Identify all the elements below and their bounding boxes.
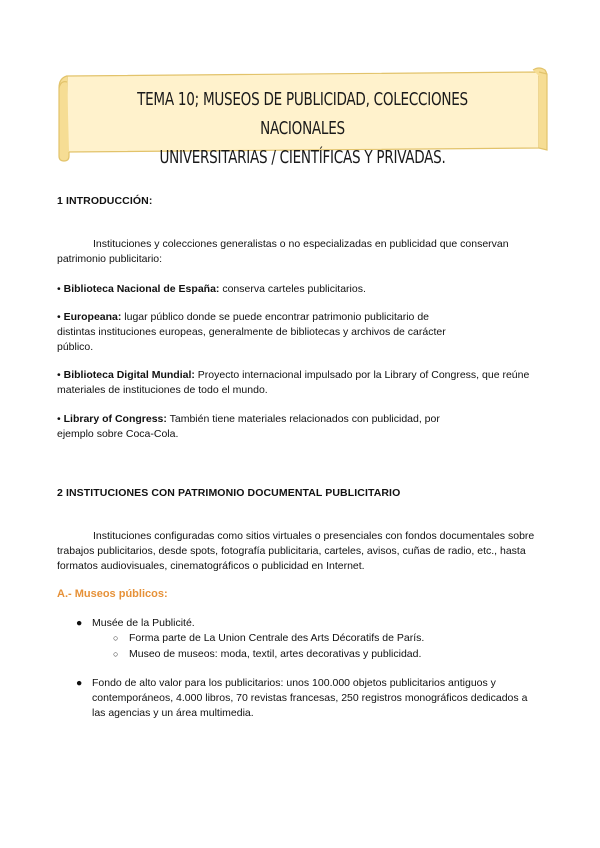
title-banner — [55, 66, 550, 168]
section-heading-instituciones: 2 INSTITUCIONES CON PATRIMONIO DOCUMENTAL PUBLICITARIO — [57, 487, 401, 499]
bullet-icon: • — [57, 413, 61, 425]
page-title: TEMA 10; MUSEOS DE PUBLICIDAD, COLECCIONES NACIONALES UNIVERSITARIAS / CIENTÍFICAS Y PRIVADAS. — [137, 90, 468, 168]
intro-paragraph: Instituciones y colecciones generalistas o no especializadas en publicidad que conservan patrimonio publicitario: — [57, 238, 509, 265]
bullet-icon: ● — [76, 677, 83, 689]
item-label: Biblioteca Nacional de España: — [63, 283, 220, 295]
sub-item-text: Museo de museos: moda, textil, artes decorativas y publicidad. — [129, 648, 422, 660]
list-item — [57, 310, 467, 355]
bullet-icon: • — [57, 369, 61, 381]
item-text: También tiene materiales relacionados con publicidad, por ejemplo sobre Coca-Cola. — [57, 413, 440, 440]
sub-item-text: Forma parte de La Union Centrale des Arts Décoratifs de París. — [129, 632, 425, 644]
circle-bullet-icon: ○ — [113, 649, 119, 659]
intro-paragraph: Instituciones configuradas como sitios virtuales o presenciales con fondos documentales sobre trabajos publicitarios, desde spots, fotografía publicitaria, carteles, avisos, cuñas de radio, etc., hasta formatos audiovisuales, cinematográficos o publicidad en Internet. — [57, 530, 535, 572]
item-label: Europeana: — [63, 311, 122, 323]
bullet-icon: ● — [76, 617, 83, 629]
list-item — [76, 616, 536, 631]
section-heading-introduccion: 1 INTRODUCCIÓN: — [57, 195, 153, 207]
list-item — [76, 676, 536, 721]
fondo-text: Fondo de alto valor para los publicitarios: unos 100.000 objetos publicitarios antiguos y contemporáneos, 4.000 libros, 70 revistas francesas, 250 registros monográficos dedicados a las agencias y un área multimedia. — [92, 677, 528, 719]
item-text: Proyecto internacional impulsado por la Library of Congress, que reúne materiales de instituciones de todo el mundo. — [57, 369, 530, 396]
item-label: Biblioteca Digital Mundial: — [63, 369, 195, 381]
museum-name: Musée de la Publicité. — [92, 617, 195, 629]
circle-bullet-icon: ○ — [113, 633, 119, 643]
list-item — [113, 631, 533, 646]
item-text: conserva carteles publicitarios. — [219, 283, 366, 295]
item-text: lugar público donde se puede encontrar patrimonio publicitario de distintas instituciones europeas, generalmente de bibliotecas y archivos de carácter público. — [57, 311, 446, 353]
bullet-icon: • — [57, 283, 61, 295]
list-item — [57, 282, 537, 297]
list-item — [57, 412, 467, 442]
bullet-icon: • — [57, 311, 61, 323]
list-item — [57, 368, 532, 398]
subheading-museos-publicos: A.- Museos públicos: — [57, 588, 168, 600]
item-label: Library of Congress: — [63, 413, 167, 425]
list-item — [113, 647, 533, 662]
